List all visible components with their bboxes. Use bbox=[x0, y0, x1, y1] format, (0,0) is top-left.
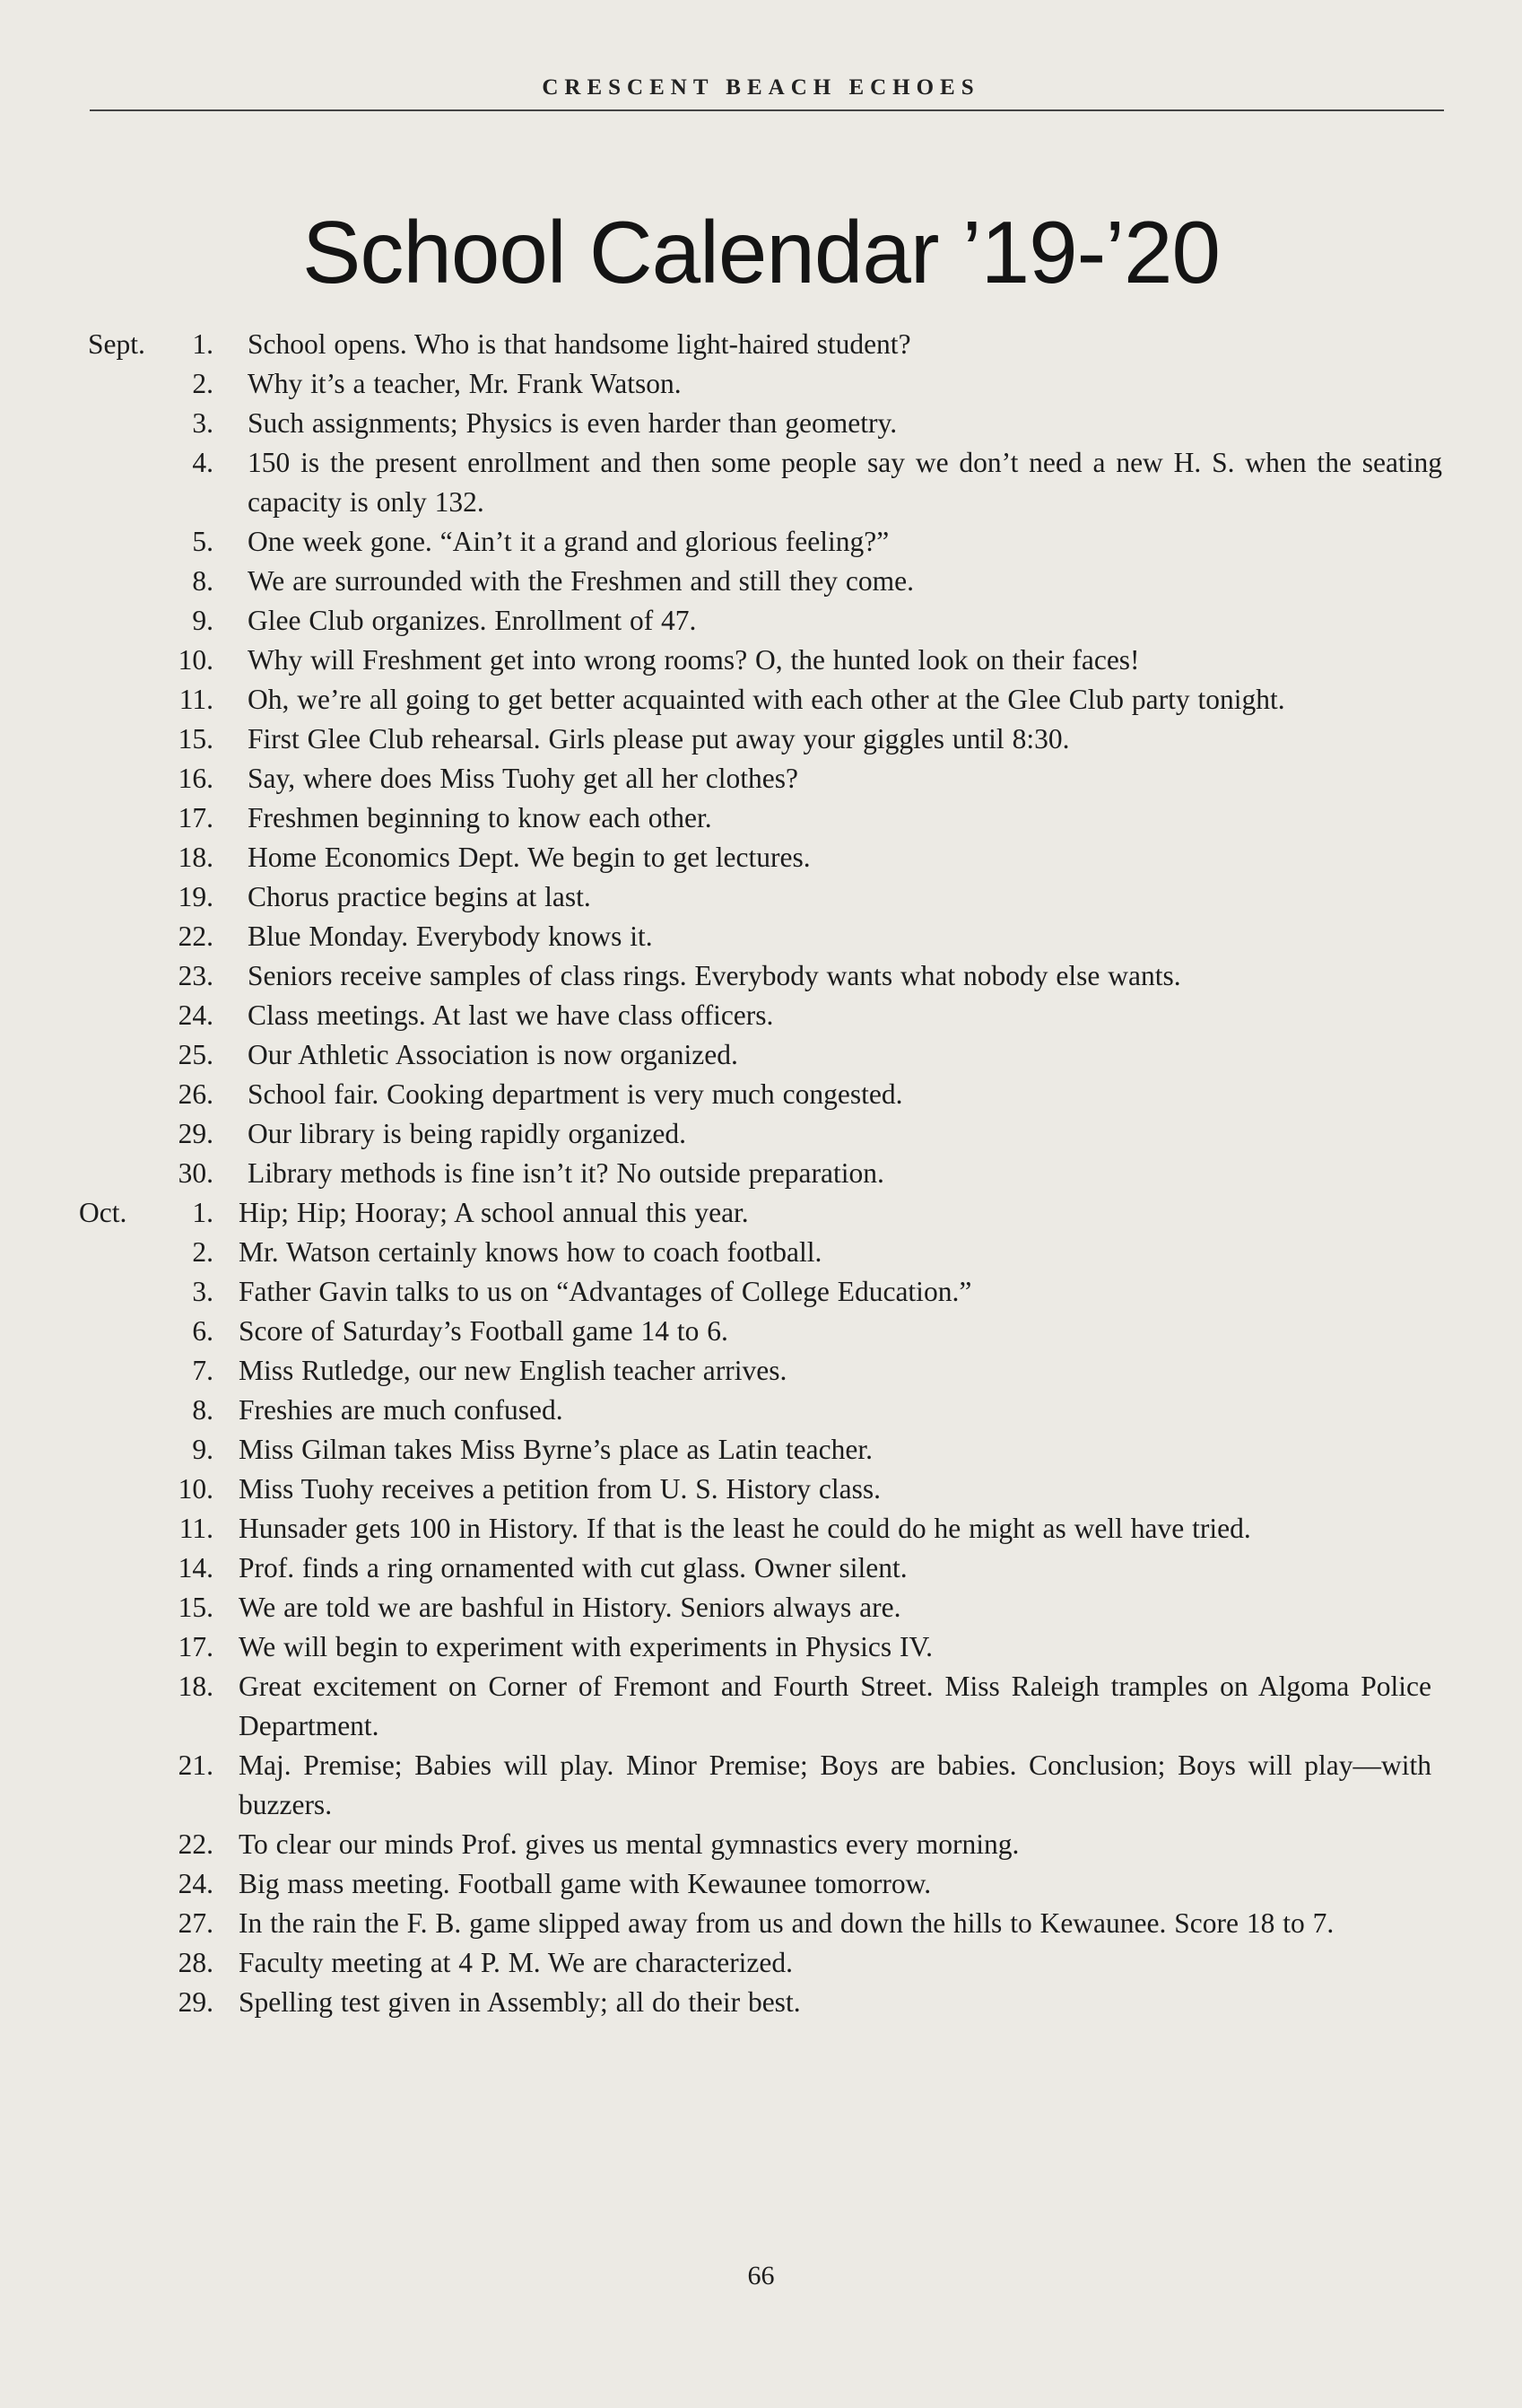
calendar-entry bbox=[0, 1904, 1522, 1943]
entry-day: 21. bbox=[178, 1749, 213, 1781]
calendar-entry bbox=[0, 956, 1522, 996]
entry-text: Oh, we’re all going to get better acquainted with each other at the Glee Club party tonight. bbox=[248, 684, 1285, 715]
entry-text: Freshmen beginning to know each other. bbox=[248, 802, 712, 833]
entry-text: Faculty meeting at 4 P. M. We are characterized. bbox=[239, 1947, 794, 1978]
entry-text: Big mass meeting. Football game with Kewaunee tomorrow. bbox=[239, 1868, 932, 1899]
entry-day: 17. bbox=[178, 802, 213, 833]
month-label: Sept. bbox=[88, 328, 145, 360]
entry-day: 9. bbox=[192, 605, 213, 636]
entry-day: 15. bbox=[178, 723, 213, 755]
entry-text: Miss Gilman takes Miss Byrne’s place as Latin teacher. bbox=[239, 1434, 873, 1465]
entry-day: 23. bbox=[178, 960, 213, 991]
entry-day: 1. bbox=[192, 1197, 213, 1228]
entry-day: 30. bbox=[178, 1157, 213, 1189]
entry-text: 150 is the present enrollment and then some people say we don’t need a new H. S. when the seating capacity is only 132. bbox=[248, 447, 1442, 518]
entry-text: School opens. Who is that handsome light-haired student? bbox=[248, 328, 911, 360]
calendar-entry bbox=[0, 838, 1522, 877]
calendar-entry bbox=[0, 1746, 1522, 1825]
calendar-entry bbox=[0, 1943, 1522, 1983]
entry-text: Spelling test given in Assembly; all do their best. bbox=[239, 1986, 801, 2018]
entry-text: To clear our minds Prof. gives us mental gymnastics every morning. bbox=[239, 1828, 1020, 1860]
entry-text: Miss Rutledge, our new English teacher arrives. bbox=[239, 1355, 787, 1386]
entry-day: 11. bbox=[178, 684, 213, 715]
entry-day: 27. bbox=[178, 1907, 213, 1939]
entry-day: 29. bbox=[178, 1118, 213, 1149]
entry-text: Chorus practice begins at last. bbox=[248, 881, 591, 912]
calendar-entry bbox=[0, 759, 1522, 798]
entry-text: First Glee Club rehearsal. Girls please put away your giggles until 8:30. bbox=[248, 723, 1070, 755]
entry-text: Miss Tuohy receives a petition from U. S. History class. bbox=[239, 1473, 881, 1505]
entry-text: Score of Saturday’s Football game 14 to 6. bbox=[239, 1315, 728, 1347]
entry-day: 10. bbox=[178, 644, 213, 676]
page-number: 66 bbox=[747, 2261, 775, 2290]
entry-day: 25. bbox=[178, 1039, 213, 1070]
calendar-entry bbox=[0, 443, 1522, 522]
calendar-entry bbox=[0, 1193, 1522, 1233]
entry-text: Why will Freshment get into wrong rooms? O, the hunted look on their faces! bbox=[248, 644, 1140, 676]
calendar-entry bbox=[0, 1667, 1522, 1746]
entry-day: 14. bbox=[178, 1552, 213, 1584]
entry-text: Class meetings. At last we have class officers. bbox=[248, 999, 774, 1031]
entry-text: One week gone. “Ain’t it a grand and glorious feeling?” bbox=[248, 526, 890, 557]
entry-text: School fair. Cooking department is very much congested. bbox=[248, 1078, 903, 1110]
entry-day: 2. bbox=[192, 1236, 213, 1268]
calendar-entry bbox=[0, 1509, 1522, 1549]
calendar-entry bbox=[0, 1470, 1522, 1509]
entry-text: Why it’s a teacher, Mr. Frank Watson. bbox=[248, 368, 682, 399]
month-label: Oct. bbox=[79, 1197, 127, 1228]
entry-text: We will begin to experiment with experiments in Physics IV. bbox=[239, 1631, 934, 1662]
entry-text: Great excitement on Corner of Fremont and Fourth Street. Miss Raleigh tramples on Algoma Police Department. bbox=[239, 1671, 1431, 1741]
calendar-entry bbox=[0, 1627, 1522, 1667]
entry-day: 3. bbox=[192, 407, 213, 439]
entry-day: 28. bbox=[178, 1947, 213, 1978]
entry-text: Glee Club organizes. Enrollment of 47. bbox=[248, 605, 697, 636]
calendar-entry bbox=[0, 1549, 1522, 1588]
entry-text: In the rain the F. B. game slipped away from us and down the hills to Kewaunee. Score 18 to 7. bbox=[239, 1907, 1335, 1939]
entry-day: 3. bbox=[192, 1276, 213, 1307]
calendar-entry bbox=[0, 1312, 1522, 1351]
calendar-entry bbox=[0, 1864, 1522, 1904]
entry-day: 5. bbox=[192, 526, 213, 557]
calendar-entry bbox=[0, 601, 1522, 641]
calendar-entry bbox=[0, 1154, 1522, 1193]
entry-text: Blue Monday. Everybody knows it. bbox=[248, 920, 653, 952]
calendar-entry bbox=[0, 720, 1522, 759]
calendar-entry bbox=[0, 1430, 1522, 1470]
entry-day: 10. bbox=[178, 1473, 213, 1505]
entry-day: 8. bbox=[192, 565, 213, 597]
entry-text: Say, where does Miss Tuohy get all her clothes? bbox=[248, 763, 799, 794]
calendar-entry bbox=[0, 680, 1522, 720]
calendar-entry bbox=[0, 917, 1522, 956]
calendar-entry bbox=[0, 1035, 1522, 1075]
entry-day: 17. bbox=[178, 1631, 213, 1662]
calendar-entry bbox=[0, 1391, 1522, 1430]
page-title: School Calendar ’19-’20 bbox=[302, 203, 1220, 301]
entry-text: Our library is being rapidly organized. bbox=[248, 1118, 687, 1149]
entry-day: 4. bbox=[192, 447, 213, 478]
entry-day: 7. bbox=[192, 1355, 213, 1386]
entry-text: Such assignments; Physics is even harder than geometry. bbox=[248, 407, 898, 439]
entry-text: Our Athletic Association is now organized. bbox=[248, 1039, 738, 1070]
calendar-entry bbox=[0, 641, 1522, 680]
calendar-entry bbox=[0, 798, 1522, 838]
calendar-list bbox=[0, 325, 1522, 2022]
entry-text: Freshies are much confused. bbox=[239, 1394, 563, 1426]
entry-day: 2. bbox=[192, 368, 213, 399]
entry-text: Prof. finds a ring ornamented with cut glass. Owner silent. bbox=[239, 1552, 908, 1584]
calendar-entry bbox=[0, 996, 1522, 1035]
entry-text: Home Economics Dept. We begin to get lectures. bbox=[248, 842, 811, 873]
entry-day: 11. bbox=[178, 1513, 213, 1544]
entry-text: Mr. Watson certainly knows how to coach football. bbox=[239, 1236, 822, 1268]
entry-day: 22. bbox=[178, 920, 213, 952]
entry-text: Father Gavin talks to us on “Advantages of College Education.” bbox=[239, 1276, 972, 1307]
entry-text: We are told we are bashful in History. Seniors always are. bbox=[239, 1592, 901, 1623]
calendar-entry bbox=[0, 1825, 1522, 1864]
calendar-entry bbox=[0, 1272, 1522, 1312]
calendar-entry bbox=[0, 404, 1522, 443]
entry-day: 18. bbox=[178, 842, 213, 873]
entry-text: Library methods is fine isn’t it? No outside preparation. bbox=[248, 1157, 884, 1189]
calendar-entry bbox=[0, 522, 1522, 562]
calendar-entry bbox=[0, 562, 1522, 601]
entry-text: Maj. Premise; Babies will play. Minor Premise; Boys are babies. Conclusion; Boys will play—with buzzers. bbox=[239, 1749, 1431, 1820]
entry-day: 1. bbox=[192, 328, 213, 360]
entry-text: Hip; Hip; Hooray; A school annual this year. bbox=[239, 1197, 749, 1228]
entry-day: 16. bbox=[178, 763, 213, 794]
running-header: CRESCENT BEACH ECHOES bbox=[542, 75, 980, 100]
calendar-entry bbox=[0, 1114, 1522, 1154]
entry-text: Seniors receive samples of class rings. Everybody wants what nobody else wants. bbox=[248, 960, 1181, 991]
entry-day: 19. bbox=[178, 881, 213, 912]
entry-text: We are surrounded with the Freshmen and still they come. bbox=[248, 565, 915, 597]
calendar-entry bbox=[0, 1983, 1522, 2022]
calendar-entry bbox=[0, 1233, 1522, 1272]
entry-day: 18. bbox=[178, 1671, 213, 1702]
calendar-entry bbox=[0, 364, 1522, 404]
entry-day: 29. bbox=[178, 1986, 213, 2018]
entry-day: 9. bbox=[192, 1434, 213, 1465]
calendar-entry bbox=[0, 877, 1522, 917]
calendar-entry bbox=[0, 325, 1522, 364]
calendar-entry bbox=[0, 1588, 1522, 1627]
calendar-entry bbox=[0, 1351, 1522, 1391]
entry-day: 8. bbox=[192, 1394, 213, 1426]
entry-text: Hunsader gets 100 in History. If that is the least he could do he might as well have tried. bbox=[239, 1513, 1251, 1544]
calendar-entry bbox=[0, 1075, 1522, 1114]
entry-day: 22. bbox=[178, 1828, 213, 1860]
entry-day: 15. bbox=[178, 1592, 213, 1623]
entry-day: 24. bbox=[178, 1868, 213, 1899]
header-rule bbox=[90, 109, 1444, 111]
entry-day: 26. bbox=[178, 1078, 213, 1110]
entry-day: 24. bbox=[178, 999, 213, 1031]
entry-day: 6. bbox=[192, 1315, 213, 1347]
